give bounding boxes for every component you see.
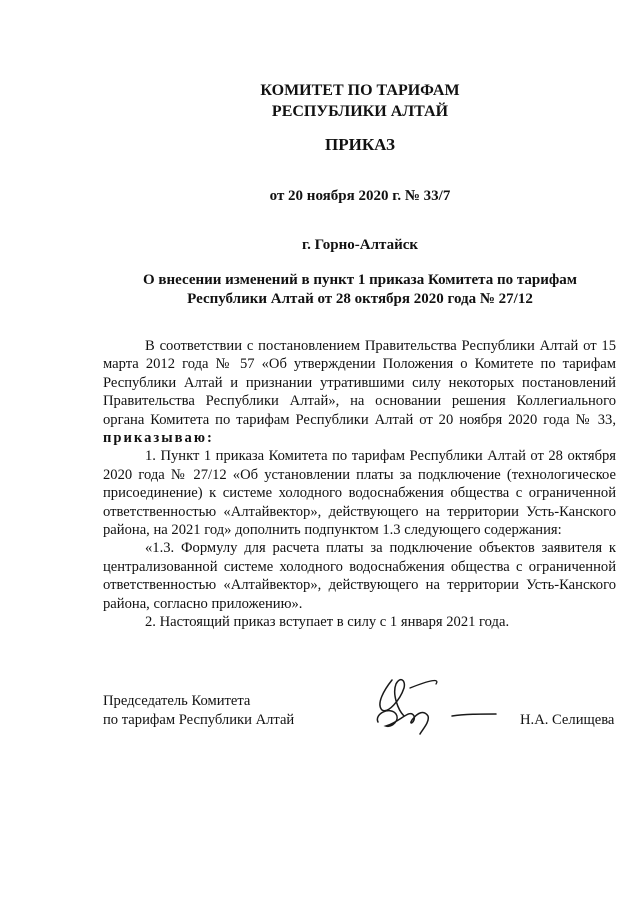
signer-position-line1: Председатель Комитета [103,693,251,709]
document-subject [100,271,620,309]
document-type-title: ПРИКАЗ [325,135,395,154]
subject-line2: Республики Алтай от 28 октября 2020 года № 27/12 [187,291,533,307]
document-city: г. Горно-Алтайск [301,237,419,253]
order-word: приказываю: [103,430,214,447]
org-name-line2: РЕСПУБЛИКИ АЛТАЙ [271,103,449,120]
body-paragraph-item1: 1. Пункт 1 приказа Комитета по тарифам Республики Алтай от 28 октября 2020 года № 27/12 «Об установлении платы за подключение (технологическое присоединение) к системе холодного водоснабжения общества с ограниченной ответственностью «Алтайвектор», действующего на территории Усть-Канского района, на 2021 год» дополнить подпунктом 1.3 следующего содержания: [103,448,616,539]
handwritten-signature-icon [370,670,510,740]
subject-line1: О внесении изменений в пункт 1 приказа Комитета по тарифам [142,272,577,288]
signer-position-line2: по тарифам Республики Алтай [103,712,295,728]
preamble-text: В соответствии с постановлением Правительства Республики Алтай от 15 марта 2012 года № 57 «Об утверждении Положения о Комитете по тарифам Республики Алтай и признании утратившими силу некоторых постановлений Правительства Республики Алтай», на основании решения Коллегиального органа Комитета по тарифам Республики Алтай от 20 ноября 2020 года № 33, [103,338,616,428]
signer-name: Н.А. Селищева [520,712,615,728]
org-name-line1: КОМИТЕТ ПО ТАРИФАМ [260,82,460,99]
body-paragraph-preamble [103,337,616,447]
document-date-number: от 20 ноября 2020 г. № 33/7 [269,188,451,204]
signer-position [103,692,294,730]
body-paragraph-subitem: «1.3. Формулу для расчета платы за подключение объектов заявителя к централизованной системе холодного водоснабжения общества с ограниченной ответственностью «Алтайвектор», действующего на территории Усть-Канского района, согласно приложению». [103,540,616,612]
body-paragraph-item2: 2. Настоящий приказ вступает в силу с 1 января 2021 года. [145,614,510,631]
document-body [103,337,616,632]
